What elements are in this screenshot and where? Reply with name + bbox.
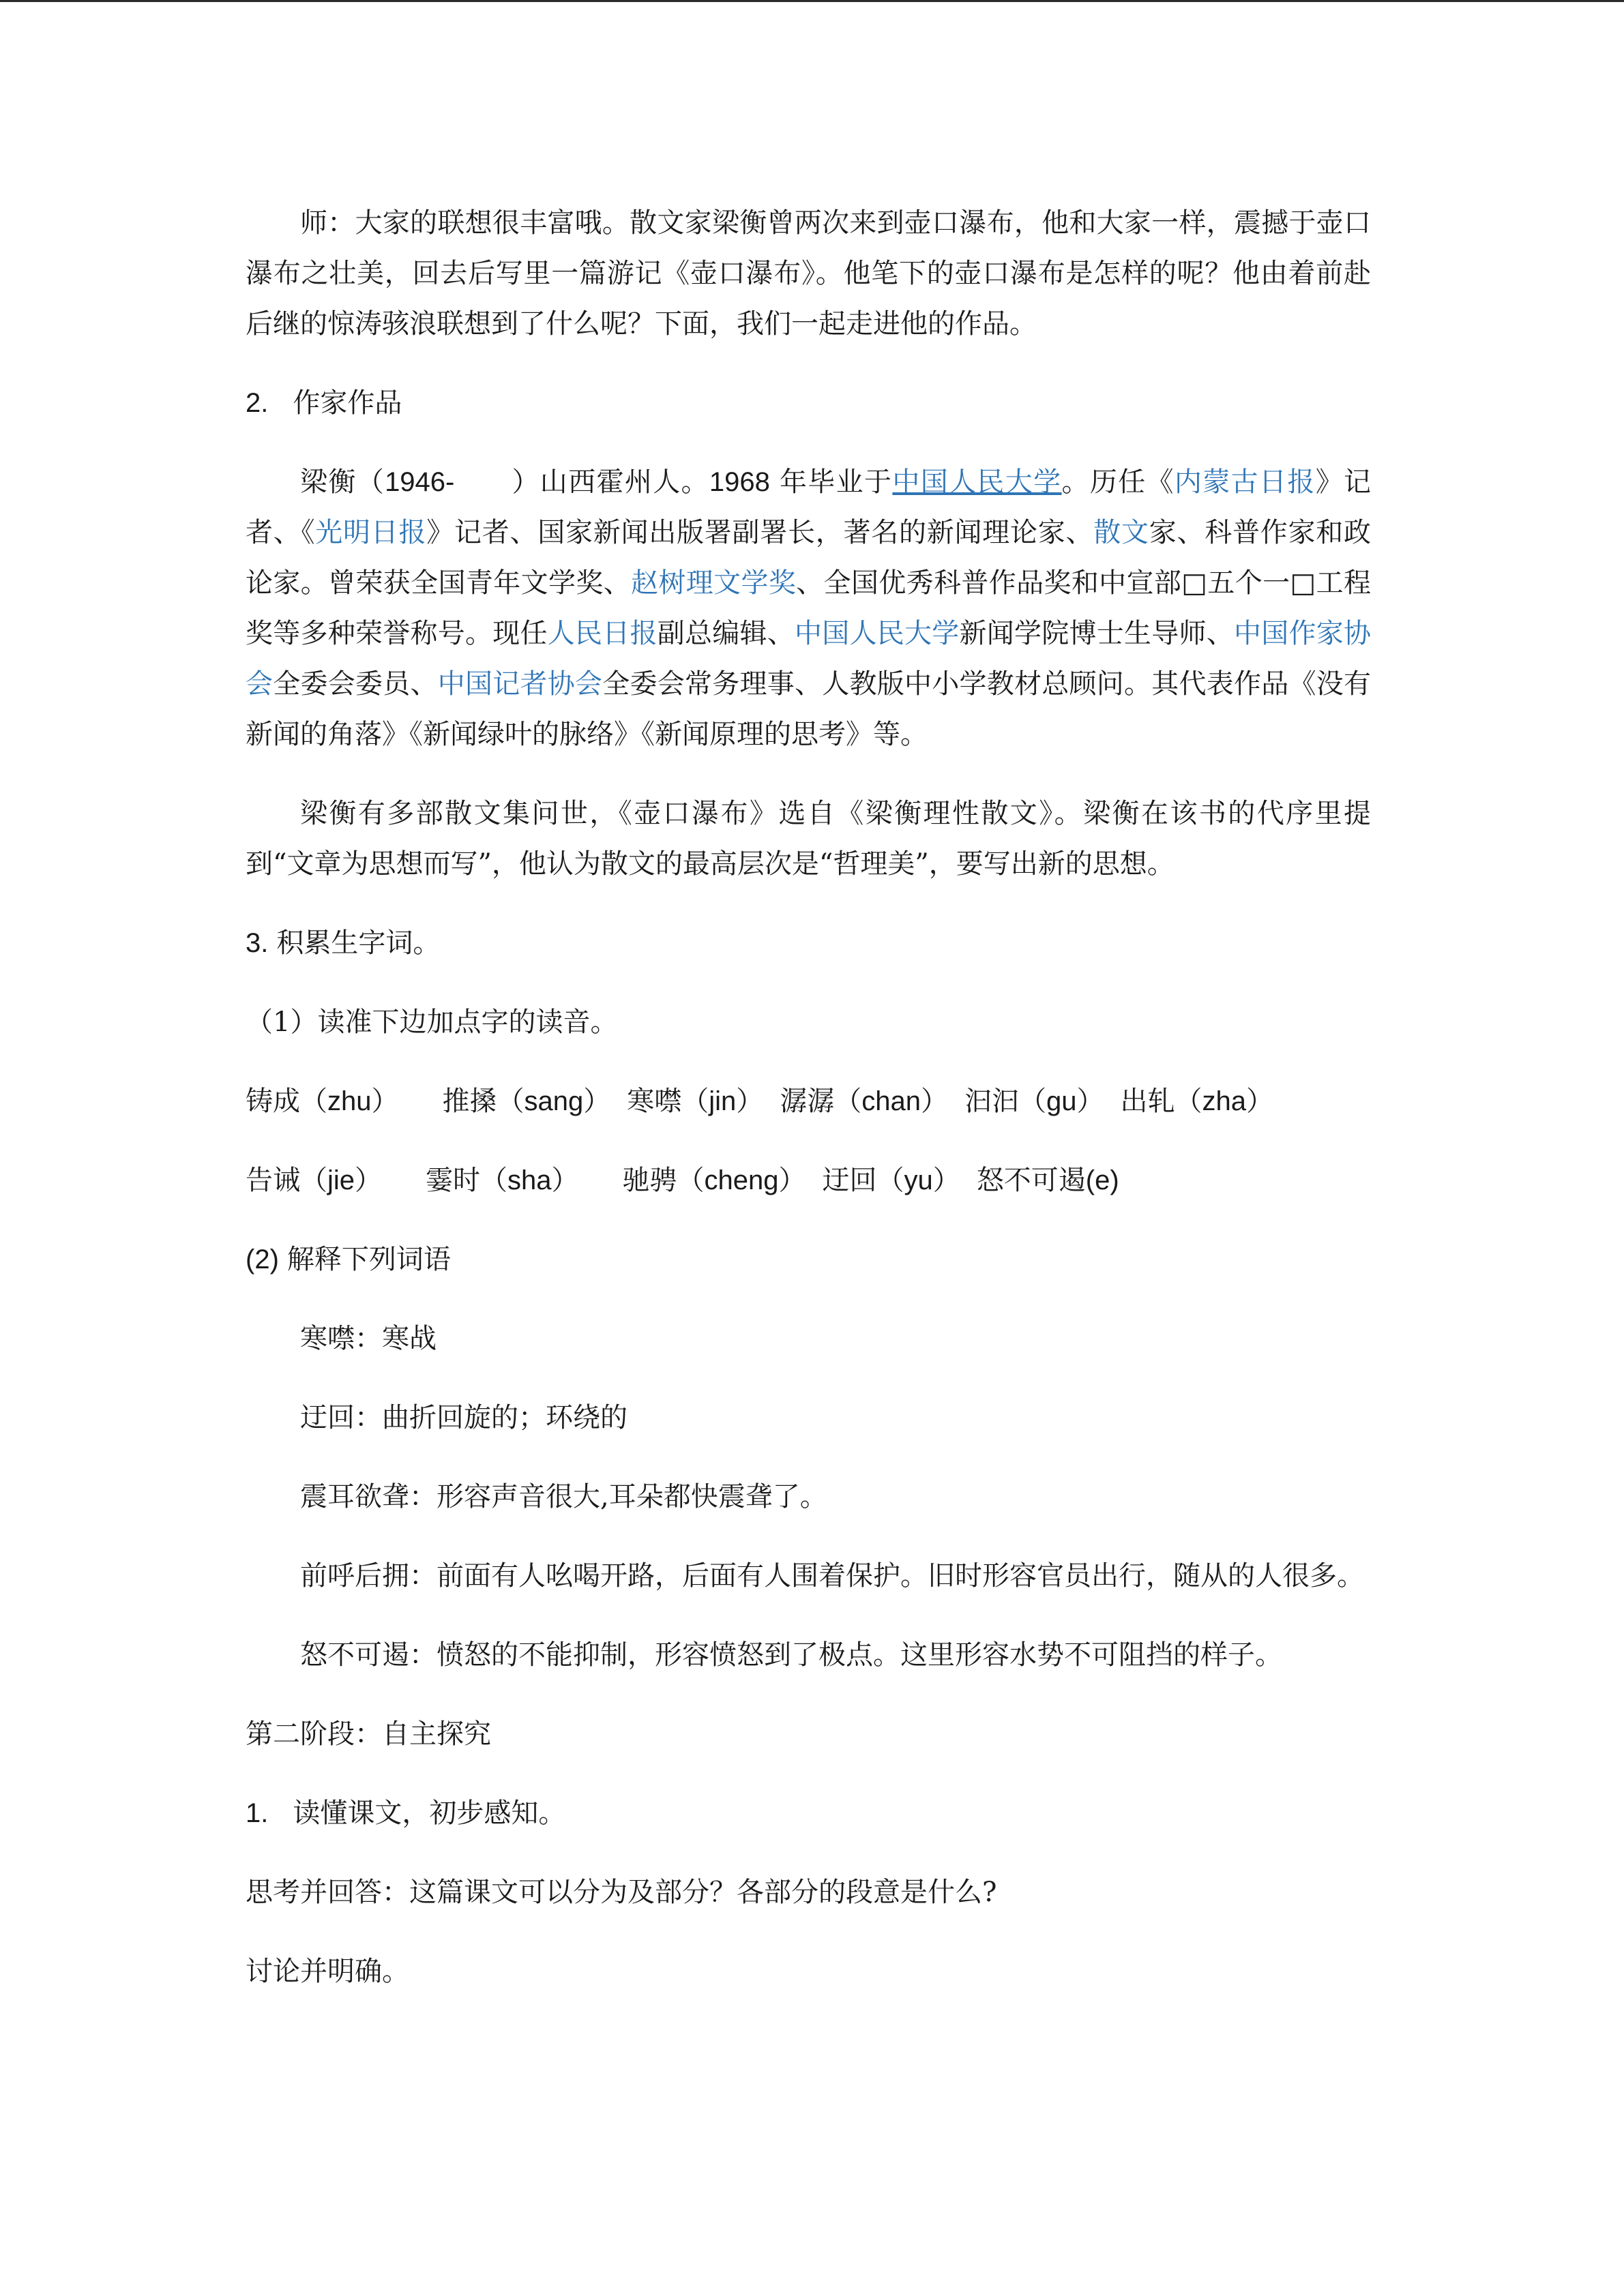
page-top-border: [0, 0, 1624, 2]
pron-word: 推搡: [442, 1086, 497, 1117]
section-title: 作家作品: [293, 387, 402, 419]
section-heading-works: [246, 378, 1371, 428]
bio-text: 新闻学院博士生导师、: [959, 618, 1234, 649]
document-page: [246, 198, 1371, 2025]
vocab-item: 前呼后拥：前面有人吆喝开路，后面有人围着保护。旧时形容官员出行，随从的人很多。: [300, 1560, 1364, 1592]
vocab-heading: [246, 1234, 1371, 1285]
link-renmin-university-2[interactable]: 中国人民大学: [795, 618, 960, 649]
vocab-item: 迂回：曲折回旋的；环绕的: [300, 1402, 628, 1433]
vocab-number: (2): [246, 1244, 279, 1274]
section-title: 积累生字词。: [276, 927, 441, 959]
pronunciation-heading: （1）读准下边加点字的读音。: [246, 1007, 618, 1038]
link-zhao-shuli-award[interactable]: 赵树理文学奖: [631, 567, 797, 599]
section-heading-vocabulary: [246, 918, 1371, 968]
section-number: 2.: [246, 388, 269, 418]
pronunciation-row-2: [246, 1155, 1371, 1206]
pron-word: 迂回: [822, 1165, 877, 1196]
pron-word: 驰骋: [622, 1165, 677, 1196]
bio-text: 。历任《: [1061, 466, 1175, 498]
pron-pinyin: （jin）: [681, 1086, 764, 1116]
pron-word: 霎时: [426, 1165, 481, 1196]
vocab-item: 震耳欲聋：形容声音很大,耳朵都快震聋了。: [300, 1481, 827, 1512]
pron-pinyin: （cheng）: [677, 1165, 806, 1195]
bio-text: 年毕业于: [769, 466, 893, 498]
link-prose[interactable]: 散文: [1093, 517, 1149, 548]
pron-word: 告诫: [246, 1165, 300, 1196]
link-writers-association[interactable]: 中国作家协会: [246, 618, 1371, 700]
bio-text: 全委会常务理事、人教版中小学教材总顾问。其代表作品《没有新闻的角落》《新闻绿叶的脉络》《新闻原理的思考》等。: [246, 668, 1371, 750]
pron-pinyin: （gu）: [1019, 1086, 1104, 1116]
link-journalists-association[interactable]: 中国记者协会: [437, 668, 603, 700]
pron-pinyin: （chan）: [834, 1086, 949, 1116]
pron-pinyin: （zhu）: [300, 1086, 399, 1116]
bio-text: 》记者、《: [246, 466, 1372, 548]
intro-paragraph: 师：大家的联想很丰富哦。散文家梁衡曾两次来到壶口瀑布，他和大家一样，震撼于壶口瀑布之壮美，回去后写里一篇游记《壶口瀑布》。他笔下的壶口瀑布是怎样的呢？他由着前赴后继的惊涛骇浪联想到了什么呢？下面，我们一起走进他的作品。: [246, 207, 1371, 340]
link-peoples-daily[interactable]: 人民日报: [547, 618, 658, 649]
bio-text: 全委会委员、: [273, 668, 438, 700]
bio-text: 梁衡（: [300, 466, 385, 498]
bio-text: 、全国优秀科普作品奖和中宣部□五个一□工程奖等多种荣誉称号。现任: [246, 567, 1372, 649]
pron-word: 寒噤: [627, 1086, 682, 1117]
bio-text: 副总编辑、: [657, 618, 795, 649]
link-inner-mongolia-daily[interactable]: 内蒙古日报: [1174, 466, 1316, 498]
bio-text: 家、科普作家和政论家。曾荣获全国青年文学奖、: [246, 517, 1371, 599]
section-number: 3.: [246, 928, 269, 958]
pron-word: 汩汩: [964, 1086, 1020, 1117]
essay-paragraph: 梁衡有多部散文集问世，《壶口瀑布》选自《梁衡理性散文》。梁衡在该书的代序里提到“文章为思想而写”，他认为散文的最高层次是“哲理美”，要写出新的思想。: [246, 798, 1371, 880]
bio-grad-year: 1968: [709, 467, 770, 497]
vocab-heading-text: 解释下列词语: [286, 1244, 451, 1275]
bio-text: ）山西霍州人。: [512, 466, 709, 498]
link-guangming-daily[interactable]: 光明日报: [315, 517, 427, 548]
stage2-item: [246, 1788, 1371, 1838]
pron-pinyin: （zha）: [1175, 1086, 1274, 1116]
pron-pinyin: （sha）: [480, 1165, 579, 1195]
pron-pinyin: （yu）: [876, 1165, 960, 1195]
pron-pinyin: （jie）: [300, 1165, 383, 1195]
bio-years: 1946-: [385, 467, 512, 497]
vocab-item: 寒噤：寒战: [300, 1323, 437, 1354]
pron-word: 潺潺: [780, 1086, 835, 1117]
think-question: 思考并回答：这篇课文可以分为及部分？各部分的段意是什么?: [246, 1877, 997, 1908]
pron-pinyin: (e): [1085, 1165, 1119, 1195]
stage2-item-text: 读懂课文，初步感知。: [293, 1798, 566, 1829]
pron-word: 怒不可遏: [976, 1165, 1086, 1196]
pron-pinyin: （sang）: [497, 1086, 611, 1116]
bio-text: 》记者、国家新闻出版署副署长，著名的新闻理论家、: [426, 517, 1094, 548]
pron-word: 出轧: [1120, 1086, 1175, 1117]
stage2-item-number: 1.: [246, 1798, 269, 1828]
discuss-line: 讨论并明确。: [246, 1956, 409, 1987]
stage2-heading: 第二阶段：自主探究: [246, 1718, 491, 1750]
pronunciation-row-1: [246, 1076, 1371, 1127]
author-bio-paragraph: [246, 457, 1371, 760]
pron-word: 铸成: [246, 1086, 300, 1117]
vocab-item: 怒不可遏：愤怒的不能抑制，形容愤怒到了极点。这里形容水势不可阻挡的样子。: [300, 1639, 1282, 1671]
link-renmin-university[interactable]: 中国人民大学: [892, 466, 1062, 498]
